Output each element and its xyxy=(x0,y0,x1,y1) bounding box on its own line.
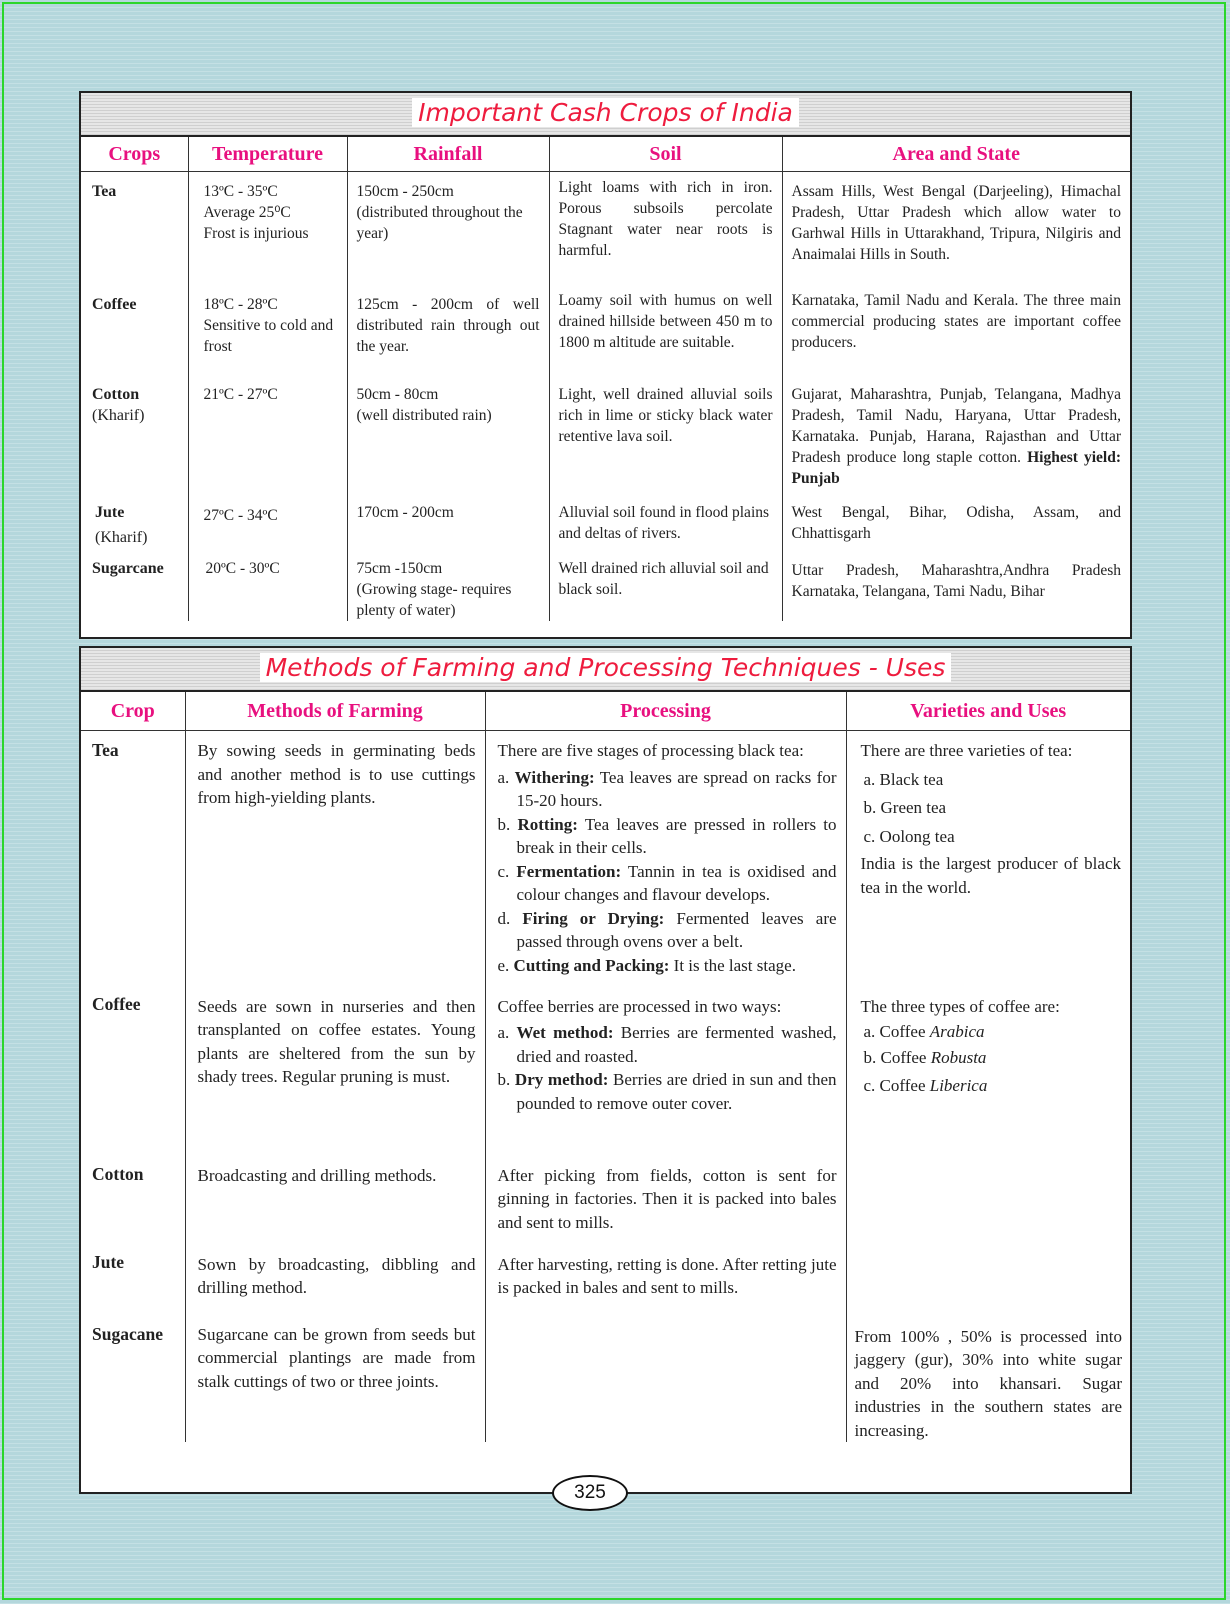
crop-name-text: Cotton xyxy=(92,1163,144,1184)
step-title: Withering: xyxy=(514,767,595,787)
processing-intro: Coffee berries are processed in two ways: xyxy=(497,996,782,1016)
header-crops: Crops xyxy=(81,137,188,172)
varieties-note: India is the largest producer of black tea in the world. xyxy=(860,854,1121,897)
step-text: Fermented leaves are passed through ovens over a belt. xyxy=(516,908,837,951)
table-row xyxy=(81,987,1130,1157)
crop-name xyxy=(81,1321,185,1443)
step-title: Cutting and Packing: xyxy=(513,955,670,975)
soil-cell: Light, well drained alluvial soils rich in lime or sticky black water retentive lava soil. xyxy=(549,382,782,502)
cash-crops-panel xyxy=(79,91,1132,639)
area-cell: Karnataka, Tamil Nadu and Kerala. The three main commercial producing states are important coffee producers. xyxy=(791,291,1121,351)
variety-name: Liberica xyxy=(929,1076,988,1095)
methods-cell: Broadcasting and drilling methods. xyxy=(185,1157,485,1249)
crop-name-text: Sugarcane xyxy=(92,559,164,577)
crop-name xyxy=(81,172,188,286)
processing-steps xyxy=(498,766,837,978)
temp-note: Frost is injurious xyxy=(203,225,309,242)
crop-name-text: Tea xyxy=(92,183,117,200)
table-row xyxy=(81,558,1130,621)
crop-name xyxy=(81,286,188,382)
variety-name: Robusta xyxy=(930,1047,987,1067)
crop-name-text: Tea xyxy=(92,740,119,760)
rainfall-cell: 170cm - 200cm xyxy=(347,502,549,558)
step-text: Tannin in tea is oxidised and colour changes and flavour develops. xyxy=(516,861,837,904)
crop-name-text: Sugacane xyxy=(92,1323,163,1344)
processing-cell: After picking from fields, cotton is sent for ginning in factories. Then it is packed into bales and sent to mills. xyxy=(485,1157,846,1249)
crop-name-text: Coffee xyxy=(92,993,141,1014)
list-item xyxy=(498,1068,837,1115)
page-number: 325 xyxy=(552,1475,628,1511)
list-item: a. Black tea xyxy=(863,769,944,789)
varieties-cell xyxy=(846,1249,1130,1321)
area-cell xyxy=(782,382,1130,502)
temperature-cell: 20ºC - 30ºC xyxy=(188,558,347,621)
table-row xyxy=(81,1321,1130,1443)
step-prefix: a. xyxy=(497,767,510,787)
soil-cell: Well drained rich alluvial soil and black soil. xyxy=(549,558,782,621)
area-cell: West Bengal, Bihar, Odisha, Assam, and Chhattisgarh xyxy=(791,503,1121,542)
rainfall-cell xyxy=(347,172,549,286)
temp-range: 18ºC - 28ºC xyxy=(203,295,278,313)
list-item xyxy=(498,860,837,907)
step-prefix: b. xyxy=(497,1070,511,1089)
step-prefix: e. xyxy=(497,955,510,975)
crop-name xyxy=(81,731,185,987)
step-text: Tea leaves are pressed in rollers to break in their cells. xyxy=(516,814,837,857)
temp-range: 13ºC - 35ºC xyxy=(203,183,278,200)
processing-intro: There are five stages of processing black tea: xyxy=(497,741,804,760)
variety-name: Arabica xyxy=(929,1022,985,1041)
header-processing: Processing xyxy=(485,692,846,731)
list-item xyxy=(498,907,837,954)
cash-crops-header-row xyxy=(81,137,1130,172)
list-item: c. Oolong tea xyxy=(863,826,955,846)
header-methods-of-farming: Methods of Farming xyxy=(185,692,485,731)
methods-cell: Sugarcane can be grown from seeds but commercial plantings are made from stalk cuttings of two or three joints. xyxy=(185,1321,485,1443)
temp-note: Sensitive to cold and frost xyxy=(203,316,334,355)
processing-cell xyxy=(485,731,846,987)
rain-range: 50cm - 80cm xyxy=(356,385,439,403)
list-item xyxy=(864,1020,1122,1044)
methods-cell: By sowing seeds in germinating beds and another method is to use cuttings from high-yielding plants. xyxy=(185,731,485,987)
step-text: Tea leaves are spread on racks for 15-20 hours. xyxy=(516,767,837,810)
crop-season: (Kharif) xyxy=(92,406,145,424)
step-prefix: c. xyxy=(497,861,510,881)
crop-name xyxy=(81,1249,185,1321)
step-text: Berries are fermented washed, dried and roasted. xyxy=(516,1023,837,1066)
table-row xyxy=(81,1249,1130,1321)
varieties-cell xyxy=(846,987,1130,1157)
step-title: Fermentation: xyxy=(516,861,622,881)
step-text: Berries are dried in sun and then pounded to remove outer cover. xyxy=(516,1070,837,1113)
temperature-cell: 21ºC - 27ºC xyxy=(188,382,347,502)
farming-methods-header-row xyxy=(81,692,1130,731)
temperature-cell: 27ºC - 34ºC xyxy=(188,502,347,558)
varieties-list xyxy=(861,1020,1122,1098)
step-title: Firing or Drying: xyxy=(522,908,665,928)
farming-methods-title-band xyxy=(81,648,1130,692)
step-text: It is the last stage. xyxy=(673,955,796,975)
header-crop: Crop xyxy=(81,692,185,731)
crop-name xyxy=(81,987,185,1157)
methods-cell: Seeds are sown in nurseries and then transplanted on coffee estates. Young plants are sheltered from the sun by shady trees. Regular pruning is must. xyxy=(185,987,485,1157)
crop-name-text: Cotton xyxy=(92,385,140,403)
variety-prefix: b. Coffee xyxy=(863,1047,931,1067)
header-rainfall: Rainfall xyxy=(347,137,549,172)
table-row xyxy=(81,502,1130,558)
step-prefix: a. xyxy=(497,1023,510,1042)
list-item xyxy=(864,1074,1122,1098)
list-item xyxy=(498,954,837,978)
step-title: Wet method: xyxy=(516,1023,614,1042)
soil-cell: Light loams with rich in iron. Porous subsoils percolate Stagnant water near roots is harmful. xyxy=(549,172,782,286)
list-item xyxy=(864,1046,1122,1070)
rain-note: (well distributed rain) xyxy=(356,406,492,424)
header-soil: Soil xyxy=(549,137,782,172)
processing-steps xyxy=(498,1021,837,1115)
methods-cell: Sown by broadcasting, dibbling and drilling method. xyxy=(185,1249,485,1321)
processing-cell xyxy=(485,987,846,1157)
processing-cell: After harvesting, retting is done. After retting jute is packed in bales and sent to mills. xyxy=(485,1249,846,1321)
header-temperature: Temperature xyxy=(188,137,347,172)
farming-methods-table xyxy=(81,692,1130,1442)
rainfall-cell xyxy=(347,382,549,502)
step-prefix: d. xyxy=(497,908,511,928)
soil-cell: Alluvial soil found in flood plains and deltas of rivers. xyxy=(549,502,782,558)
temperature-cell xyxy=(188,286,347,382)
area-text: Gujarat, Maharashtra, Punjab, Telangana, Madhya Pradesh, Tamil Nadu, Haryana, Uttar Pradesh, Karnataka. Punjab, Harana, Rajasthan and Uttar Pradesh produce long staple cotton. xyxy=(791,385,1121,466)
varieties-list xyxy=(861,768,1122,849)
temp-average: Average 25⁰C xyxy=(203,204,291,221)
table-row xyxy=(81,172,1130,286)
varieties-cell: From 100% , 50% is processed into jaggery (gur), 30% into white sugar and 20% into khansari. Sugar industries in the southern states are increasing. xyxy=(854,1326,1122,1440)
table-row xyxy=(81,286,1130,382)
rain-range: 75cm -150cm xyxy=(356,559,443,577)
rain-note: (distributed throughout the year) xyxy=(356,204,523,242)
area-cell: Uttar Pradesh, Maharashtra,Andhra Pradesh Karnataka, Telangana, Tami Nadu, Bihar xyxy=(791,561,1121,600)
farming-methods-title: Methods of Farming and Processing Techniques - Uses xyxy=(260,653,952,682)
varieties-cell xyxy=(846,731,1130,987)
table-row xyxy=(81,382,1130,502)
temperature-cell xyxy=(188,172,347,286)
variety-prefix: c. Coffee xyxy=(863,1076,930,1095)
table-row xyxy=(81,731,1130,987)
processing-cell xyxy=(485,1321,846,1443)
varieties-intro: The three types of coffee are: xyxy=(860,996,1060,1016)
cash-crops-title-band xyxy=(81,93,1130,137)
crop-name xyxy=(81,558,188,621)
list-item xyxy=(498,766,837,813)
list-item xyxy=(498,1021,837,1068)
rain-range: 150cm - 250cm xyxy=(356,183,454,200)
crop-season: (Kharif) xyxy=(95,528,148,546)
area-cell: Assam Hills, West Bengal (Darjeeling), Himachal Pradesh, Uttar Pradesh which allow water to Garhwal Hills in Uttarakhand, Tripura, Nilgiris and Anaimalai Hills in South. xyxy=(791,183,1121,263)
header-area-state: Area and State xyxy=(782,137,1130,172)
varieties-cell xyxy=(846,1157,1130,1249)
highest-yield-note: Highest yield: Punjab xyxy=(791,448,1121,487)
crop-name xyxy=(81,1157,185,1249)
crop-name-text: Coffee xyxy=(92,295,137,313)
farming-methods-panel xyxy=(79,646,1132,1494)
cash-crops-title: Important Cash Crops of India xyxy=(412,98,799,127)
step-title: Rotting: xyxy=(517,814,578,834)
list-item: b. Green tea xyxy=(863,798,947,817)
rainfall-cell: 125cm - 200cm of well distributed rain through out the year. xyxy=(347,286,549,382)
crop-name-text: Jute xyxy=(95,503,125,521)
rainfall-cell xyxy=(347,558,549,621)
list-item xyxy=(498,813,837,860)
variety-prefix: a. Coffee xyxy=(863,1022,930,1041)
soil-cell: Loamy soil with humus on well drained hillside between 450 m to 1800 m altitude are suitable. xyxy=(549,286,782,382)
crop-name xyxy=(81,382,188,502)
rain-note: (Growing stage- requires plenty of water) xyxy=(356,580,512,619)
crop-name xyxy=(81,502,188,558)
step-prefix: b. xyxy=(497,814,511,834)
cash-crops-table xyxy=(81,137,1130,621)
step-title: Dry method: xyxy=(514,1070,609,1089)
varieties-intro: There are three varieties of tea: xyxy=(860,741,1073,760)
header-varieties-uses: Varieties and Uses xyxy=(846,692,1130,731)
crop-name-text: Jute xyxy=(92,1251,125,1272)
table-row xyxy=(81,1157,1130,1249)
